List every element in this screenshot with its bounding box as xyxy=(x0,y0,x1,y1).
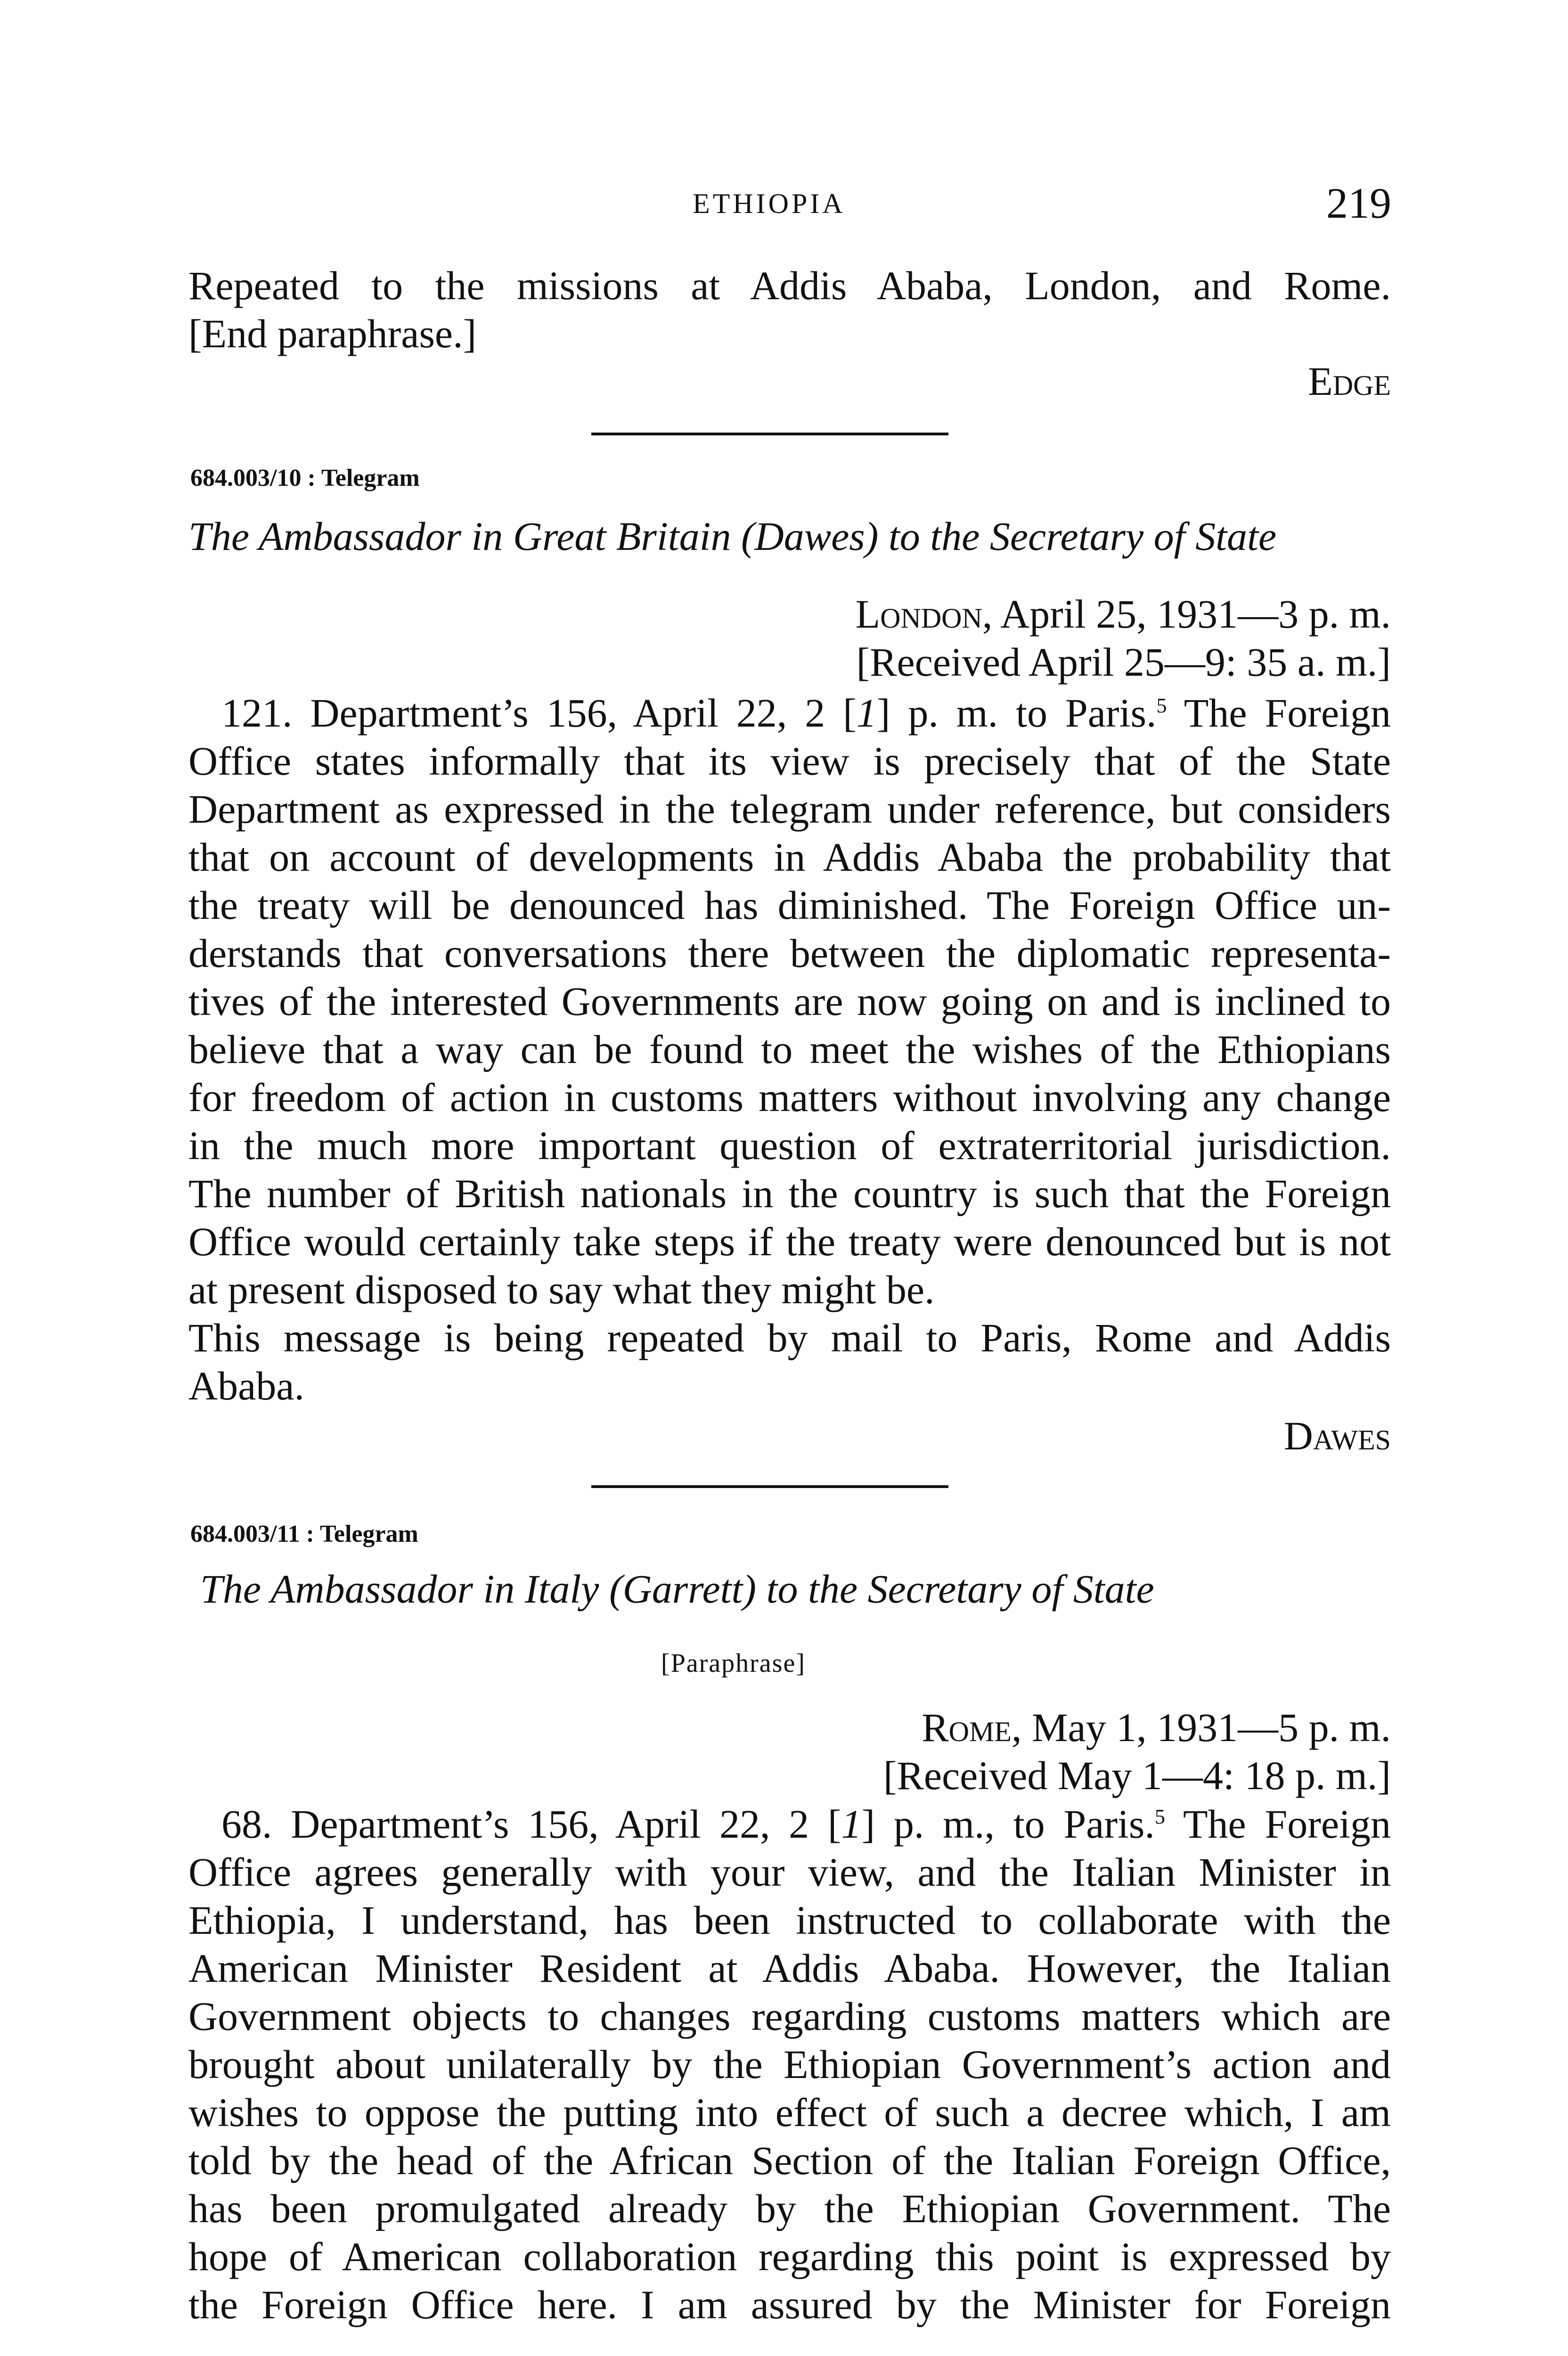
body-line: tives of the interested Governments are now going on and is inclined to xyxy=(188,979,1391,1024)
body-line: brought about unilaterally by the Ethiopian Government’s action and xyxy=(188,2042,1391,2087)
body-line: Office would certainly take steps if the treaty were denounced but is not xyxy=(188,1219,1391,1264)
body-line: hope of American collaboration regarding this point is expressed by xyxy=(188,2234,1391,2279)
body-line: at present disposed to say what they might be. xyxy=(188,1267,935,1312)
dateline-date: , April 25, 1931—3 p. m. xyxy=(982,591,1391,637)
paraphrase-label: [Paraphrase] xyxy=(661,1649,806,1678)
signature: Edge xyxy=(1308,359,1391,404)
bracket-italic: 1 xyxy=(841,1801,862,1847)
body-line: Ababa. xyxy=(188,1363,304,1408)
separator-rule xyxy=(591,1485,948,1488)
paragraph-tail: The Foreign xyxy=(1167,690,1391,736)
body-line: Ethiopia, I understand, has been instructed to collaborate with the xyxy=(188,1898,1391,1943)
body-line: [End paraphrase.] xyxy=(188,311,477,356)
separator-rule xyxy=(591,433,948,435)
received-line: [Received April 25—9: 35 a. m.] xyxy=(856,639,1391,685)
received-line: [Received May 1—4: 18 p. m.] xyxy=(883,1753,1391,1798)
dateline-place: Rome xyxy=(922,1705,1012,1750)
body-line: Office states informally that its view is precisely that of the State xyxy=(188,738,1391,784)
body-line: the treaty will be denounced has diminished. The Foreign Office un- xyxy=(188,883,1391,928)
paragraph-ref: ] p. m., to Paris. xyxy=(861,1801,1155,1847)
body-line: told by the head of the African Section of the Italian Foreign Office, xyxy=(188,2138,1391,2183)
body-line: The number of British nationals in the country is such that the Foreign xyxy=(188,1171,1391,1216)
paragraph-number: 68. Department’s 156, April 22, 2 [ xyxy=(221,1801,841,1847)
signature: Dawes xyxy=(1283,1413,1391,1458)
body-line: believe that a way can be found to meet the wishes of the Ethiopians xyxy=(188,1027,1391,1072)
body-line: Department as expressed in the telegram under reference, but considers xyxy=(188,786,1391,832)
document-title: The Ambassador in Italy (Garrett) to the Secretary of State xyxy=(200,1566,1154,1612)
footnote-ref: 5 xyxy=(1154,1805,1165,1828)
dateline xyxy=(922,1703,1391,1752)
file-number: 684.003/10 : Telegram xyxy=(190,465,420,491)
body-line: for freedom of action in customs matters without involving any change xyxy=(188,1075,1391,1120)
page-number: 219 xyxy=(1326,179,1391,227)
bracket-italic: 1 xyxy=(856,690,877,736)
paragraph-first-line xyxy=(188,1800,1391,1849)
body-line xyxy=(188,1314,1391,1362)
running-head: ETHIOPIA xyxy=(693,188,846,219)
body-line: the Foreign Office here. I am assured by the Minister for Foreign xyxy=(188,2282,1391,2327)
body-line: Office agrees generally with your view, and the Italian Minister in xyxy=(188,1849,1391,1895)
document-title: The Ambassador in Great Britain (Dawes) to the Secretary of State xyxy=(188,514,1277,559)
footnote-ref: 5 xyxy=(1156,694,1167,717)
body-line: Repeated to the missions at Addis Ababa, London, and Rome. xyxy=(188,263,1391,308)
paragraph-text: This message is being repeated by mail to Paris, Rome and Addis xyxy=(188,1315,1391,1360)
paragraph-first-line xyxy=(188,689,1391,737)
paragraph-number: 121. Department’s 156, April 22, 2 [ xyxy=(221,690,857,736)
body-line: Government objects to changes regarding customs matters which are xyxy=(188,1994,1391,2039)
body-line: American Minister Resident at Addis Ababa. However, the Italian xyxy=(188,1946,1391,1991)
body-line: has been promulgated already by the Ethiopian Government. The xyxy=(188,2186,1391,2231)
body-line: wishes to oppose the putting into effect of such a decree which, I am xyxy=(188,2090,1391,2135)
dateline xyxy=(856,590,1391,638)
file-number: 684.003/11 : Telegram xyxy=(190,1521,418,1547)
paragraph-ref: ] p. m. to Paris. xyxy=(876,690,1157,736)
paragraph-tail: The Foreign xyxy=(1165,1801,1391,1847)
body-line: that on account of developments in Addis Ababa the probability that xyxy=(188,834,1391,880)
body-line: derstands that conversations there between the diplomatic representa- xyxy=(188,931,1391,976)
body-line: in the much more important question of extraterritorial jurisdiction. xyxy=(188,1123,1391,1168)
dateline-place: London xyxy=(855,591,982,637)
dateline-date: , May 1, 1931—5 p. m. xyxy=(1011,1705,1391,1750)
